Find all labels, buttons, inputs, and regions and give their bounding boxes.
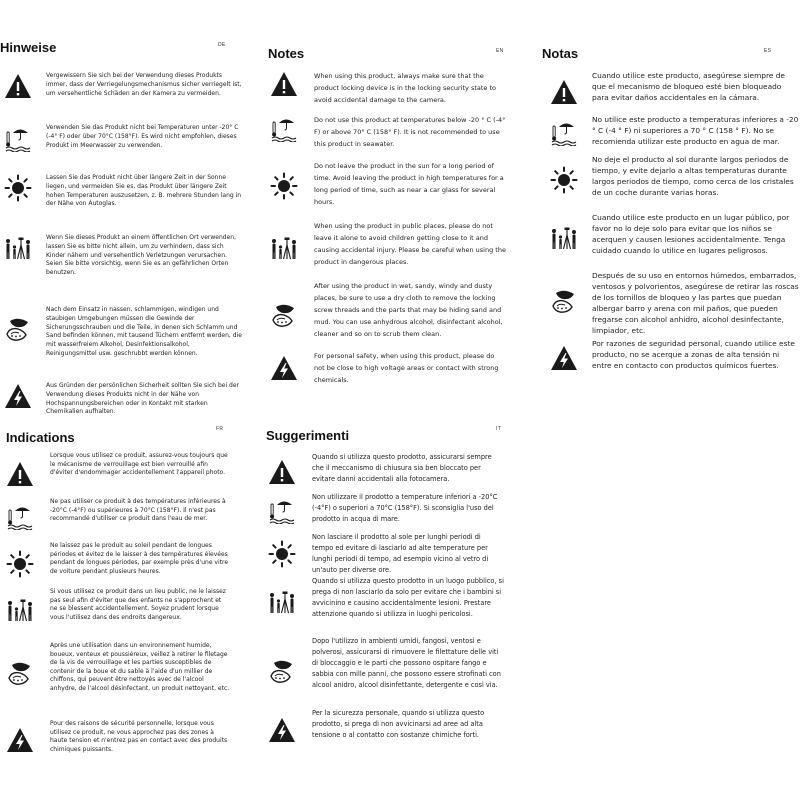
- note-item: [6, 498, 236, 538]
- note-item: [270, 70, 506, 110]
- high-voltage-icon: [6, 726, 34, 754]
- note-text: Por razones de seguridad personal, cuando utilice este producto, no se acerque a zonas de alta tensión ni entre en contacto con productos químicos fuertes.: [592, 339, 795, 370]
- note-item: [6, 542, 236, 582]
- note-text: Lassen Sie das Produkt nicht über längere Zeit in der Sonne liegen, und vermeiden Sie es, das Produkt über längere Zeit hohen Temperaturen auszusetzen, z. B. mehrere Stunden lang in der Nähe von Autoglas.: [46, 174, 242, 208]
- language-code: ES: [764, 48, 772, 54]
- note-item: [6, 452, 236, 492]
- note-item: [550, 270, 800, 335]
- sun-icon: [6, 550, 34, 578]
- language-code: FR: [216, 426, 224, 432]
- note-text: Cuando utilice este producto, asegúrese siempre de que el mecanismo de bloqueo esté bien bloqueado para evitar daños accidentales en la cámara.: [592, 71, 785, 102]
- high-voltage-icon: [4, 382, 32, 410]
- note-item: [268, 452, 506, 492]
- note-item: [268, 532, 506, 582]
- section-en: [268, 46, 508, 406]
- note-item: [6, 720, 236, 760]
- note-text: Per la sicurezza personale, quando si utilizza questo prodotto, si prega di non avvicinarsi ad aree ad alta tensione o al contatto con sostanze chimiche forti.: [312, 709, 485, 739]
- people-icon: [268, 588, 296, 616]
- cleaning-icon: [270, 302, 298, 330]
- section-it: [266, 428, 506, 798]
- temperature-icon: [6, 502, 34, 530]
- note-item: [268, 576, 506, 626]
- note-text: Después de su uso en entornos húmedos, embarrados, ventosos y polvorientos, asegúrese de retirar las roscas de los tornillos de bloqueo y las partes que puedan albergar barro y arena con mil paños, que pueden fregarse con alcohol anhidro, alcohol desinfectante, limpiador, etc.: [592, 271, 799, 335]
- note-text: Vergewissern Sie sich bei der Verwendung dieses Produkts immer, dass der Verriegelungsmechanismus sicher verriegelt ist, um versehentliche Schäden an der Kamera zu vermeiden.: [46, 72, 242, 97]
- people-icon: [270, 234, 298, 262]
- note-text: Dopo l'utilizzo in ambienti umidi, fangosi, ventosi e polverosi, assicurarsi di rimuovere le filettature delle viti di bloccaggio e le parti che possono ospitare fango e sabbia con mille panni, che possono essere strofinati con alcool anidro, alcool disinfettante, detergente e così via.: [312, 637, 501, 689]
- cleaning-icon: [550, 288, 578, 316]
- note-item: [268, 636, 506, 706]
- high-voltage-icon: [268, 716, 296, 744]
- warning-icon: [6, 460, 34, 488]
- people-icon: [4, 234, 32, 262]
- note-item: [270, 350, 506, 390]
- temperature-icon: [550, 118, 578, 146]
- note-text: Wenn Sie dieses Produkt an einem öffentlichen Ort verwenden, lassen Sie es bitte nicht allein, um zu verhindern, dass sich Kinder nähern und versehentlich Verletzungen verursachen. Seien Sie bitte vorsichtig, wenn Sie es an gefährlichen Orten benutzen.: [46, 234, 236, 277]
- note-item: [4, 174, 240, 224]
- section-title: Hinweise: [0, 40, 57, 55]
- note-item: [270, 220, 506, 270]
- note-text: Do not leave the product in the sun for a long period of time. Avoid leaving the product in high temperatures for a long period of time, such as near a car glass for several hours.: [314, 162, 504, 206]
- note-text: Nach dem Einsatz in nassen, schlammigen, windigen und staubigen Umgebungen müssen die Gewinde der Sicherungsschrauben und die Teile, in denen sich Schlamm und Sand befinden können, mit tausend Tüchern entfernt werden, die mit wasserfreiem Alkohol, Desinfektionsalkohol, Reinigungsmittel usw. geschrubbt werden können.: [46, 306, 242, 357]
- note-text: Pour des raisons de sécurité personnelle, lorsque vous utilisez ce produit, ne vous approchez pas des zones à haute tension et n'entrez pas en contact avec des produits chimiques puissants.: [50, 720, 228, 753]
- note-item: [6, 588, 236, 638]
- note-text: No deje el producto al sol durante largos periodos de tiempo, y evite dejarlo a altas temperaturas durante largos periodos de tiempo, como cerca de los cristales de un coche durante varias horas.: [592, 155, 794, 197]
- note-item: [550, 70, 800, 110]
- note-text: Ne laissez pas le produit au soleil pendant de longues périodes et évitez de le laisser à des températures élevées pendant de longues périodes, par exemple près d'une vitre de voiture pendant plusieurs heures.: [50, 542, 229, 575]
- section-title: Notas: [542, 46, 579, 61]
- temperature-icon: [268, 496, 296, 524]
- cleaning-icon: [6, 660, 34, 688]
- note-item: [270, 160, 506, 210]
- note-item: [4, 306, 240, 366]
- note-item: [268, 492, 506, 532]
- language-code: EN: [496, 48, 504, 54]
- warning-icon: [268, 458, 296, 486]
- temperature-icon: [4, 124, 32, 152]
- note-item: [4, 72, 240, 112]
- note-item: [550, 114, 800, 154]
- cleaning-icon: [4, 316, 32, 344]
- section-title: Indications: [6, 430, 75, 445]
- note-item: [268, 708, 506, 748]
- section-es: [542, 46, 800, 406]
- people-icon: [550, 224, 578, 252]
- warning-icon: [4, 72, 32, 100]
- note-text: Cuando utilice este producto en un lugar público, por favor no lo deje solo para evitar que los niños se acerquen y causen lesiones accidentalmente. Tenga cuidado cuando lo utilice en lugares peligrosos.: [592, 213, 790, 255]
- warning-icon: [550, 78, 578, 106]
- people-icon: [6, 596, 34, 624]
- sun-icon: [270, 172, 298, 200]
- language-code: IT: [496, 426, 502, 432]
- note-item: [550, 338, 800, 378]
- language-code: DE: [218, 42, 226, 48]
- note-text: Verwenden Sie das Produkt nicht bei Temperaturen unter -20° C (-4° F) oder über 70°C (158°F). Es wird nicht empfohlen, dieses Produkt im Meerwasser zu verwenden.: [46, 124, 239, 149]
- cleaning-icon: [268, 658, 296, 686]
- note-text: Ne pas utiliser ce produit à des températures inférieures à -20°C (-4°F) ou supérieures à 70°C (158°F). Il n'est pas recommandé d'utiliser ce produit dans l'eau de mer.: [50, 498, 226, 523]
- sun-icon: [550, 166, 578, 194]
- note-text: Lorsque vous utilisez ce produit, assurez-vous toujours que le mécanisme de verrouillage est bien verrouillé afin d'éviter d'endommager accidentellement l'appareil photo.: [50, 452, 228, 477]
- section-de: [0, 40, 242, 416]
- note-item: [270, 280, 506, 340]
- sun-icon: [268, 540, 296, 568]
- section-title: Suggerimenti: [266, 428, 350, 443]
- note-text: After using the product in wet, sandy, windy and dusty places, be sure to use a dry cloth to remove the locking screw threads and the parts that may be hiding sand and mud. You can use anhydrous alcohol, disinfectant alcohol, cleaner and so on to scrub them clean.: [314, 282, 503, 338]
- note-text: Aus Gründen der persönlichen Sicherheit sollten Sie sich bei der Verwendung dieses Produkts nicht in der Nähe von Hochspannungsbereichen oder in Kontakt mit starken Chemikalien aufhalten.: [46, 382, 240, 416]
- note-text: Quando si utilizza questo prodotto in un luogo pubblico, si prega di non lasciarlo da solo per evitare che i bambini si avvicinino e causino accidentalmente lesioni. Prestare attenzione quando si utilizza in luoghi pericolosi.: [312, 577, 504, 618]
- note-text: Après une utilisation dans un environnement humide, boueux, venteux et poussiéreux, veillez à retirer le filetage de la vis de verrouillage et les parties susceptibles de contenir de la boue et du sable à l'aide d'un millier de chiffons, qui peuvent être nettoyés avec de l'alcool anhydre, de l'alcool désinfectant, un produit nettoyant, etc.: [50, 642, 230, 692]
- note-item: [4, 234, 240, 284]
- sun-icon: [4, 174, 32, 202]
- warning-icon: [270, 70, 298, 98]
- note-text: Non utilizzare il prodotto a temperature inferiori a -20°C (-4°F) o superiori a 70°C (158°F). Si sconsiglia l'uso del prodotto in acqua di mare.: [312, 493, 498, 523]
- high-voltage-icon: [270, 354, 298, 382]
- note-text: Non lasciare il prodotto al sole per lunghi periodi di tempo ed evitare di lasciarlo ad alte temperature per lunghi periodi di tempo, ad esempio vicino al vetro di un'auto per diverse ore.: [312, 533, 489, 574]
- note-item: [4, 124, 240, 164]
- note-text: For personal safety, when using this product, please do not be close to high voltage areas or contact with strong chemicals.: [314, 352, 499, 384]
- note-text: Do not use this product at temperatures below -20 ° C (-4° F) or above 70° C (158° F). It is not recommended to use this product in seawater.: [314, 116, 506, 148]
- note-item: [270, 114, 506, 154]
- note-text: When using this product, always make sure that the product locking device is in the locking security state to avoid accidental damage to the camera.: [314, 72, 497, 104]
- note-item: [6, 642, 236, 712]
- note-text: Quando si utilizza questo prodotto, assicurarsi sempre che il meccanismo di chiusura sia ben bloccato per evitare danni accidentali alla fotocamera.: [312, 453, 492, 483]
- note-item: [4, 382, 240, 422]
- note-text: When using the product in public places, please do not leave it alone to avoid children getting close to it and causing accidental injury. Please be careful when using the product in dangerous places.: [314, 222, 506, 266]
- temperature-icon: [270, 114, 298, 142]
- section-title: Notes: [268, 46, 305, 61]
- note-item: [550, 154, 800, 204]
- note-text: Si vous utilisez ce produit dans un lieu public, ne le laissez pas seul afin d'éviter que des enfants ne s'approchent et ne se blessent accidentellement. Soyez prudent lorsque vous l'utilisez dans des endroits dangereux.: [50, 588, 226, 621]
- note-item: [550, 212, 800, 262]
- section-fr: [6, 426, 236, 800]
- note-text: No utilice este producto a temperaturas inferiores a -20 ° C (-4 ° F) ni superiores a 70 ° C (158 ° F). No se recomienda utilizar este producto en agua de mar.: [592, 115, 799, 146]
- high-voltage-icon: [550, 344, 578, 372]
